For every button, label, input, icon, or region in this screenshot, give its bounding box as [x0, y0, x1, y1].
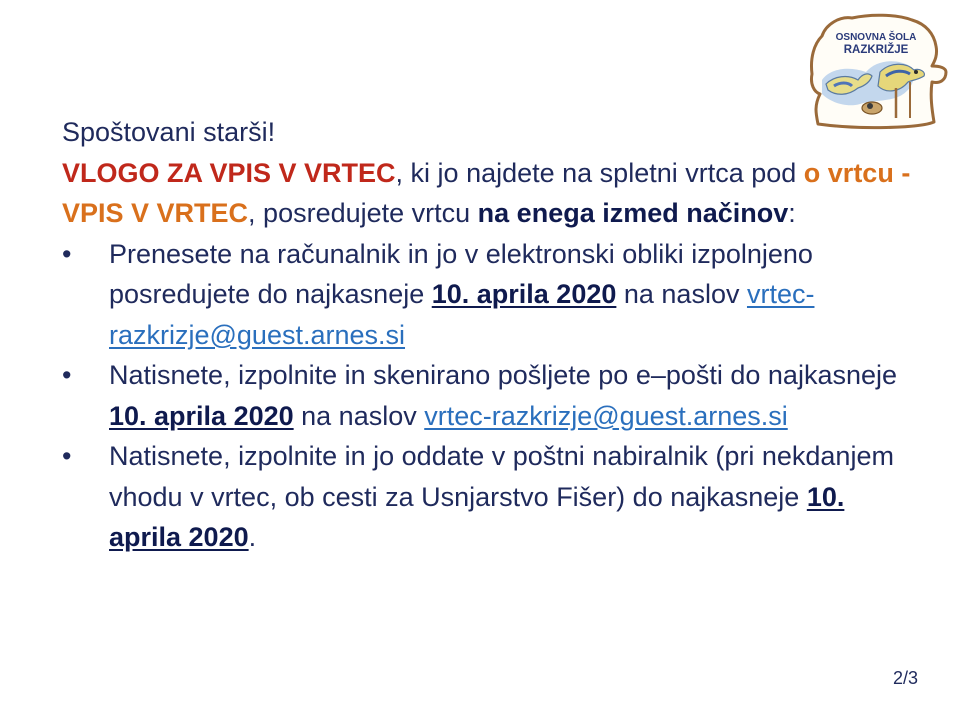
- email-link[interactable]: vrtec-razkrizje@guest.arnes.si: [424, 400, 788, 431]
- bullet-marker: •: [62, 238, 72, 269]
- list-item: [62, 234, 922, 356]
- bullet-marker: •: [62, 360, 72, 390]
- deadline-date: 10. aprila 2020: [109, 481, 845, 552]
- bullet-marker: •: [62, 441, 72, 471]
- greeting: Spoštovani starši!: [62, 117, 276, 147]
- options-list: [62, 234, 922, 558]
- option-text-address: na naslov: [616, 279, 747, 309]
- deadline-date: 10. aprila 2020: [431, 279, 617, 309]
- option-text: Prenesete na računalnik in jo v elektronski obliki izpolnjeno posredujete do najkasneje: [109, 238, 813, 309]
- option-text: Natisnete, izpolnite in skenirano pošljete po e–pošti do najkasneje: [109, 360, 898, 390]
- logo-line2: RAZKRIŽJE: [843, 44, 909, 56]
- option-text-end: .: [248, 522, 257, 552]
- intro-vloga-highlight: VLOGO ZA VPIS V VRTEC: [62, 157, 396, 188]
- option-text: Natisnete, izpolnite in jo oddate v poštni nabiralnik (pri nekdanjem vhodu v vrtec, ob cesti za Usnjarstvo Fišer) do najkasneje: [109, 441, 894, 512]
- option-text-address: na naslov: [293, 400, 425, 431]
- intro-text-1: , ki jo najdete na spletni vrtca pod: [395, 157, 804, 188]
- intro-text-2: , posredujete vrtcu: [248, 198, 478, 228]
- list-item: [62, 355, 922, 436]
- intro-vpis-highlight: o vrtcu - VPIS V VRTEC: [62, 157, 911, 228]
- deadline-date: 10. aprila 2020: [109, 400, 294, 431]
- list-item: [62, 436, 922, 558]
- page-number: 2/3: [892, 668, 918, 688]
- logo-line1: OSNOVNA ŠOLA: [835, 32, 917, 43]
- intro-paragraph: [62, 153, 922, 234]
- email-link[interactable]: vrtec-razkrizje@guest.arnes.si: [109, 279, 815, 350]
- intro-nacini-bold: na enega izmed načinov: [477, 198, 789, 228]
- intro-text-3: :: [788, 198, 796, 228]
- slide-body: [62, 112, 922, 558]
